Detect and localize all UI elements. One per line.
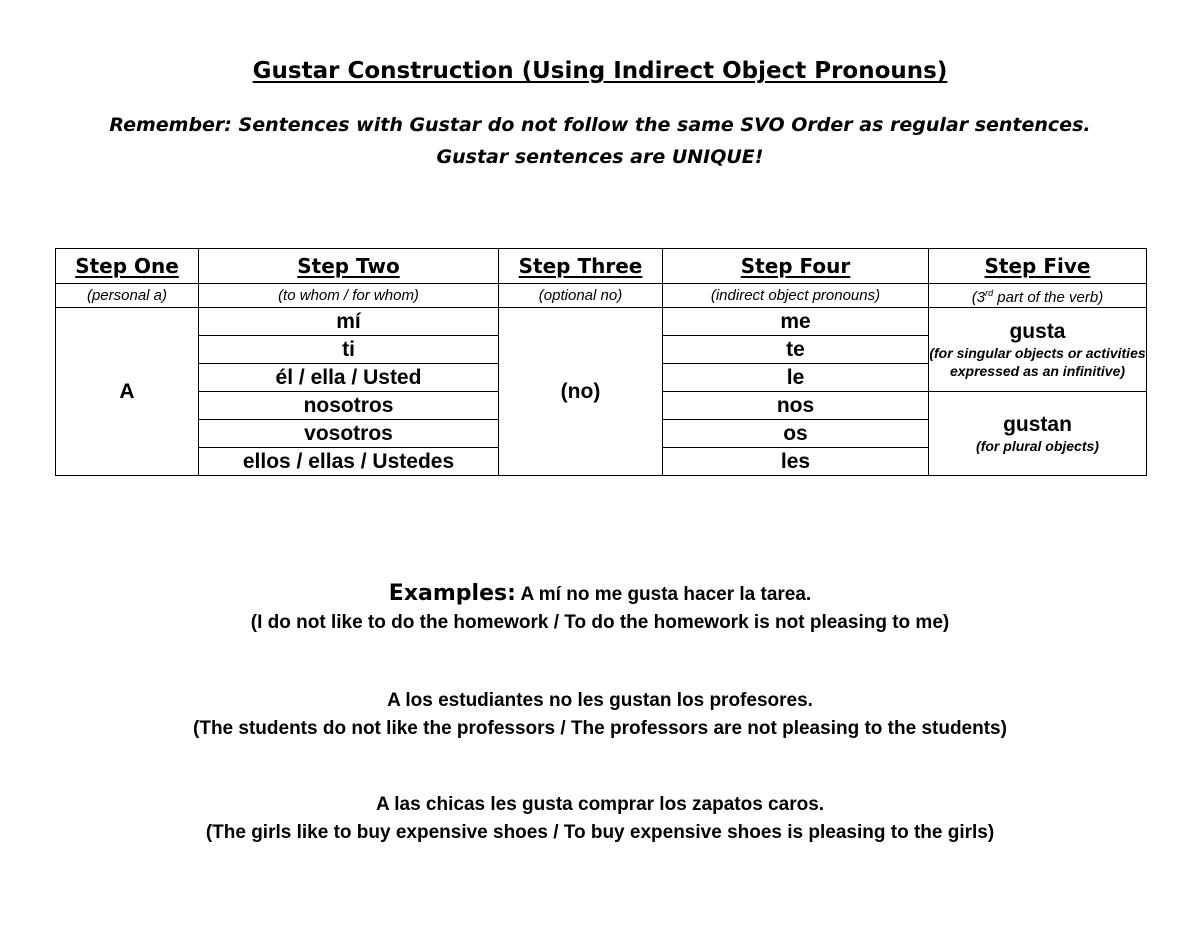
subheader-step-two: (to whom / for whom) (199, 284, 499, 308)
step-four-pronoun: os (663, 420, 929, 448)
table-row (56, 308, 1147, 336)
subheader-step-one: (personal a) (56, 284, 199, 308)
example-2-english: (The students do not like the professors / The professors are not pleasing to the students) (193, 718, 1007, 739)
example-2 (0, 687, 1200, 743)
verb-gustan-note: (for plural objects) (976, 437, 1099, 454)
page-title: Gustar Construction (Using Indirect Object Pronouns) (252, 58, 948, 84)
header-step-five: Step Five (929, 249, 1147, 284)
step-five-singular (929, 308, 1147, 392)
example-3-english: (The girls like to buy expensive shoes / To buy expensive shoes is pleasing to the girls) (205, 822, 995, 843)
reminder-line-1: Remember: Sentences with Gustar do not follow the same SVO Order as regular sentences. (109, 114, 1091, 136)
verb-gusta-note: (for singular objects or activities expressed as an infinitive) (929, 344, 1146, 379)
step-five-plural (929, 392, 1147, 476)
subheader-step-five-pre: (3 (971, 289, 986, 306)
example-2-spanish: A los estudiantes no les gustan los profesores. (387, 690, 813, 711)
example-1 (0, 580, 1200, 637)
verb-gusta: gusta (1009, 319, 1066, 343)
example-1-sentence: A mí no me gusta hacer la tarea. (520, 584, 812, 605)
table-subheader-row (56, 284, 1147, 308)
header-step-two: Step Two (199, 249, 499, 284)
step-two-value: él / ella / Usted (199, 364, 499, 392)
step-two-value: mí (199, 308, 499, 336)
header-step-one: Step One (56, 249, 199, 284)
table-header-row (56, 249, 1147, 284)
reminder-line-2: Gustar sentences are UNIQUE! (436, 146, 764, 168)
step-four-pronoun: te (663, 336, 929, 364)
step-four-pronoun: les (663, 448, 929, 476)
header-step-four: Step Four (663, 249, 929, 284)
subheader-step-four: (indirect object pronouns) (663, 284, 929, 308)
step-two-value: ti (199, 336, 499, 364)
subheader-step-three: (optional no) (499, 284, 663, 308)
example-1-english: (I do not like to do the homework / To do the homework is not pleasing to me) (250, 612, 950, 633)
step-two-value: nosotros (199, 392, 499, 420)
step-four-pronoun: me (663, 308, 929, 336)
header-step-three: Step Three (499, 249, 663, 284)
example-1-spanish (0, 580, 1200, 609)
step-two-value: ellos / ellas / Ustedes (199, 448, 499, 476)
step-four-pronoun: nos (663, 392, 929, 420)
example-3 (0, 791, 1200, 847)
example-3-spanish: A las chicas les gusta comprar los zapatos caros. (375, 794, 825, 815)
subheader-step-five-post: part of the verb) (993, 289, 1104, 306)
subheader-step-five-sup: rd (985, 288, 994, 298)
step-two-value: vosotros (199, 420, 499, 448)
step-one-personal-a: A (56, 308, 199, 476)
step-three-optional-no: (no) (499, 308, 663, 476)
verb-gustan: gustan (1003, 412, 1072, 436)
subheader-step-five (929, 284, 1147, 308)
step-four-pronoun: le (663, 364, 929, 392)
gustar-steps-table (55, 248, 1147, 476)
examples-label: Examples: (388, 581, 516, 606)
